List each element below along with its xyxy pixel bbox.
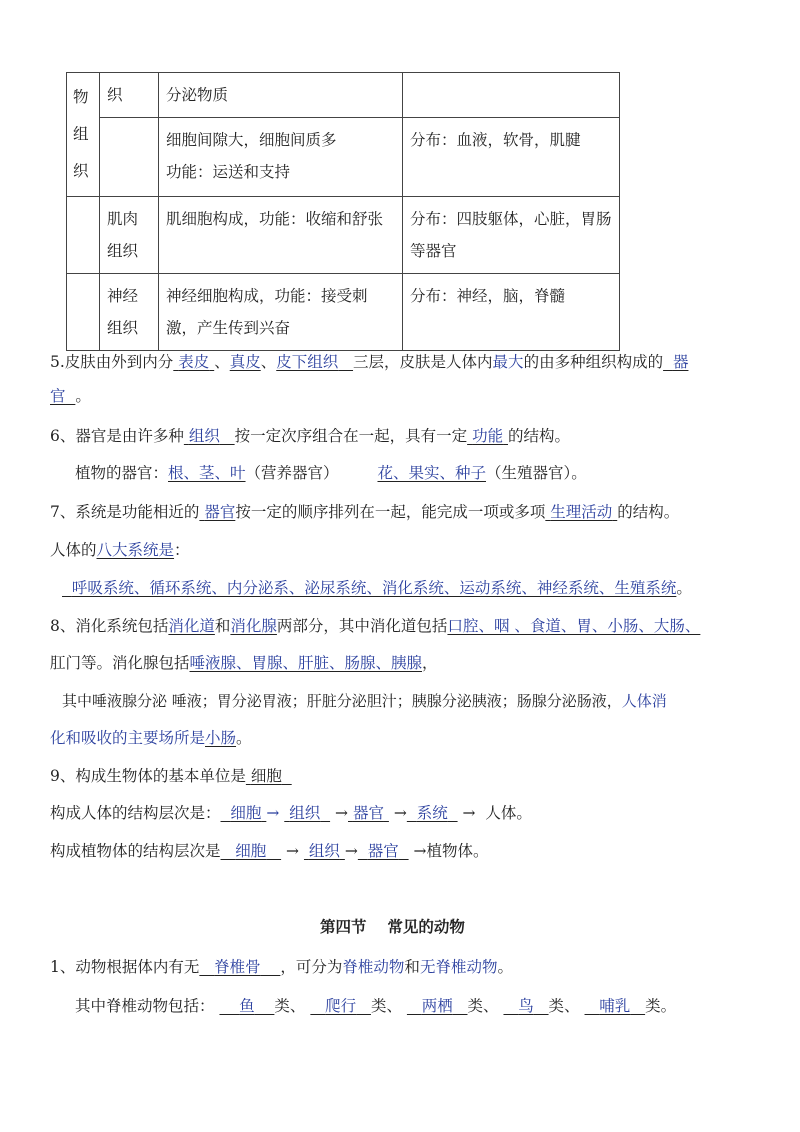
table-cell-desc: 分泌物质 [159, 73, 403, 118]
table-cell-dist [403, 73, 620, 118]
table-cell-dist: 分布：神经，脑，脊髓 [403, 274, 620, 351]
q6-line1: 6、器官是由许多种 组织 按一定次序组合在一起，具有一定 功能 的结构。 [50, 427, 571, 445]
table-cell-tissue-name: 织 [100, 73, 159, 118]
table-cell-category: 物 组 织 [67, 73, 100, 197]
q7-systems: 呼吸系统、循环系统、内分泌系、泌尿系统、消化系统、运动系统、神经系统、生殖系统。 [71, 579, 692, 597]
q9-plant-levels: 构成植物体的结构层次是 细胞 → 组织 → 器官 →植物体。 [50, 842, 489, 860]
q9-human-levels: 构成人体的结构层次是： 细胞 → 组织 → 器官 → 系统 → 人体。 [50, 804, 532, 822]
section-title: 第四节 常见的动物 [320, 917, 465, 936]
q5-line1: 5.皮肤由外到内分 表皮 、真皮、皮下组织 三层，皮肤是人体内最大的由多种组织构成的 器 [50, 353, 689, 371]
table-cell-dist: 分布：血液，软骨，肌腱 [403, 118, 620, 197]
q7-line2: 人体的八大系统是： [50, 541, 190, 559]
q5-line2: 官 。 [50, 387, 91, 405]
q9-line1: 9、构成生物体的基本单位是 细胞 [50, 767, 282, 785]
table-cell-category [67, 197, 100, 274]
q8-line2: 肛门等。消化腺包括唾液腺、胃腺、肝脏、肠腺、胰腺， [50, 654, 438, 672]
animals-q1: 1、动物根据体内有无 脊椎骨 ，可分为脊椎动物和无脊椎动物。 [50, 958, 513, 976]
q8-line3: 其中唾液腺分泌 唾液；胃分泌胃液；肝脏分泌胆汁；胰腺分泌胰液；肠腺分泌肠液，人体消 [62, 692, 667, 710]
animals-vertebrate-list: 其中脊椎动物包括： 鱼 类、 爬行 类、 两栖 类、 鸟 类、 哺乳 类。 [75, 997, 677, 1015]
table-cell-tissue-name: 神经组织 [100, 274, 159, 351]
tissue-table [66, 72, 620, 351]
table-cell-desc: 神经细胞构成，功能：接受刺激，产生传到兴奋 [159, 274, 403, 351]
q8-line1: 8、消化系统包括消化道和消化腺两部分，其中消化道包括口腔、咽 、食道、胃、小肠、大肠、 [50, 617, 701, 635]
q7-line1: 7、系统是功能相近的 器官按一定的顺序排列在一起，能完成一项或多项 生理活动 的结构。 [50, 503, 680, 521]
table-cell-tissue-name [100, 118, 159, 197]
q8-line4: 化和吸收的主要场所是小肠。 [50, 729, 252, 747]
table-cell-category [67, 274, 100, 351]
table-cell-dist: 分布：四肢躯体，心脏，胃肠等器官 [403, 197, 620, 274]
table-cell-desc: 细胞间隙大，细胞间质多 功能：运送和支持 [159, 118, 403, 197]
table-cell-tissue-name: 肌肉组织 [100, 197, 159, 274]
table-cell-desc: 肌细胞构成，功能：收缩和舒张 [159, 197, 403, 274]
q6-line2: 植物的器官：根、茎、叶（营养器官） 花、果实、种子（生殖器官）。 [75, 464, 587, 482]
